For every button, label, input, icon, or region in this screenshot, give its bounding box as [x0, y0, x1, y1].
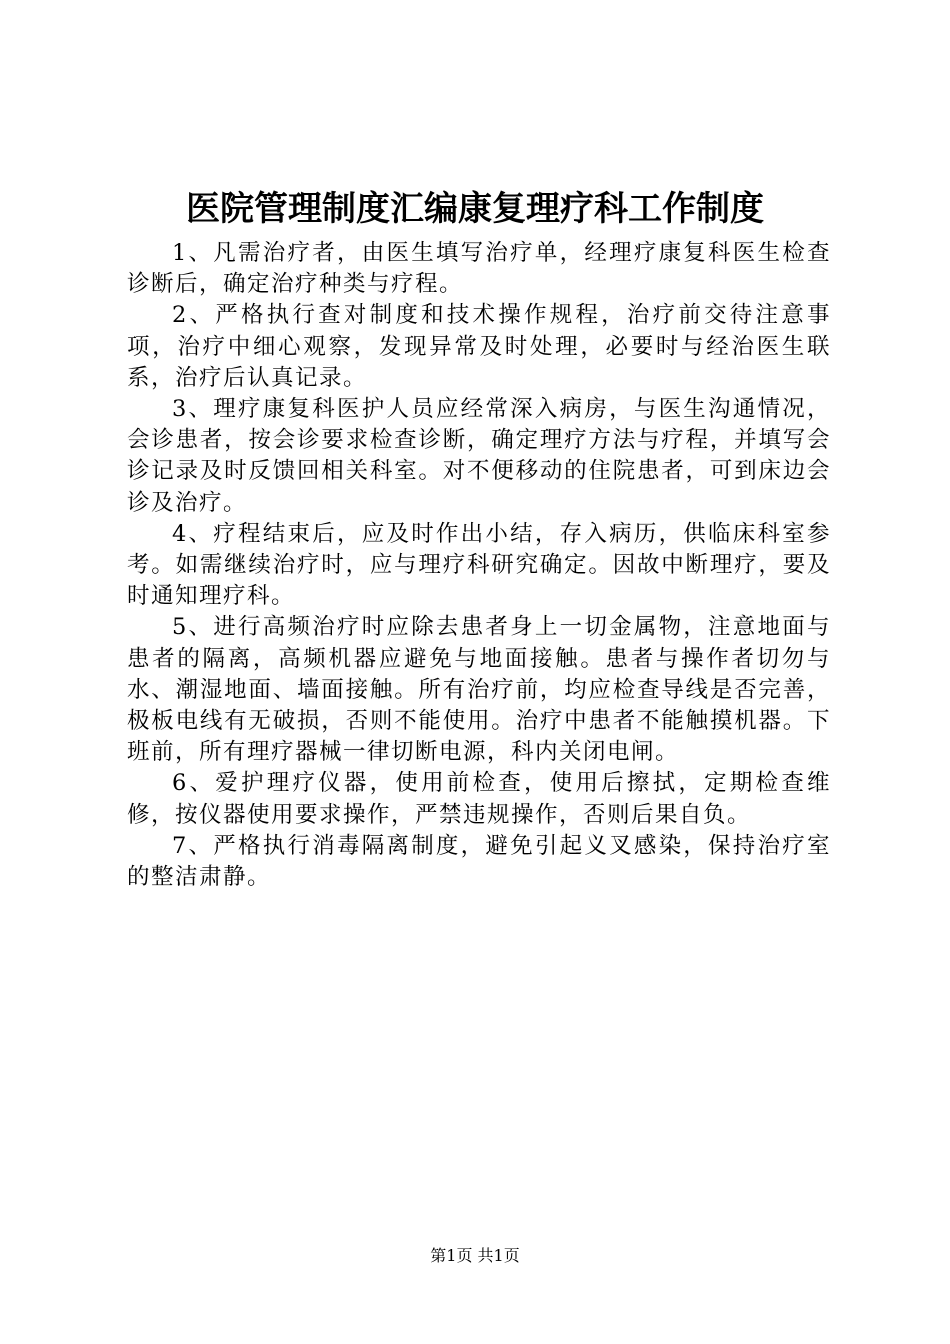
paragraph-7: 7、严格执行消毒隔离制度，避免引起义叉感染，保持治疗室的整洁肃静。 [127, 832, 831, 891]
paragraph-2: 2、严格执行查对制度和技术操作规程，治疗前交待注意事项，治疗中细心观察，发现异常及时处理，必要时与经治医生联系，治疗后认真记录。 [127, 302, 831, 391]
paragraph-6: 6、爱护理疗仪器，使用前检查，使用后擦拭，定期检查维修，按仪器使用要求操作，严禁违规操作，否则后果自负。 [127, 770, 831, 828]
document-body [127, 238, 831, 893]
document-title: 医院管理制度汇编康复理疗科工作制度 [186, 189, 764, 229]
paragraph-3: 3、理疗康复科医护人员应经常深入病房，与医生沟通情况，会诊患者，按会诊要求检查诊断，确定理疗方法与疗程，并填写会诊记录及时反馈回相关科室。对不便移动的住院患者，可到床边会诊及治疗。 [127, 396, 831, 516]
paragraph-1: 1、凡需治疗者，由医生填写治疗单，经理疗康复科医生检查诊断后，确定治疗种类与疗程。 [127, 240, 831, 298]
paragraph-4: 4、疗程结束后，应及时作出小结，存入病历，供临床科室参考。如需继续治疗时，应与理疗科研究确定。因故中断理疗，要及时通知理疗科。 [127, 520, 831, 610]
page-footer: 第1页 共1页 [430, 1246, 520, 1265]
paragraph-5: 5、进行高频治疗时应除去患者身上一切金属物，注意地面与患者的隔离，高频机器应避免与地面接触。患者与操作者切勿与水、潮湿地面、墙面接触。所有治疗前，均应检查导线是否完善，极板电线有无破损，否则不能使用。治疗中患者不能触摸机器。下班前，所有理疗器械一律切断电源，科内关闭电闸。 [127, 614, 831, 766]
